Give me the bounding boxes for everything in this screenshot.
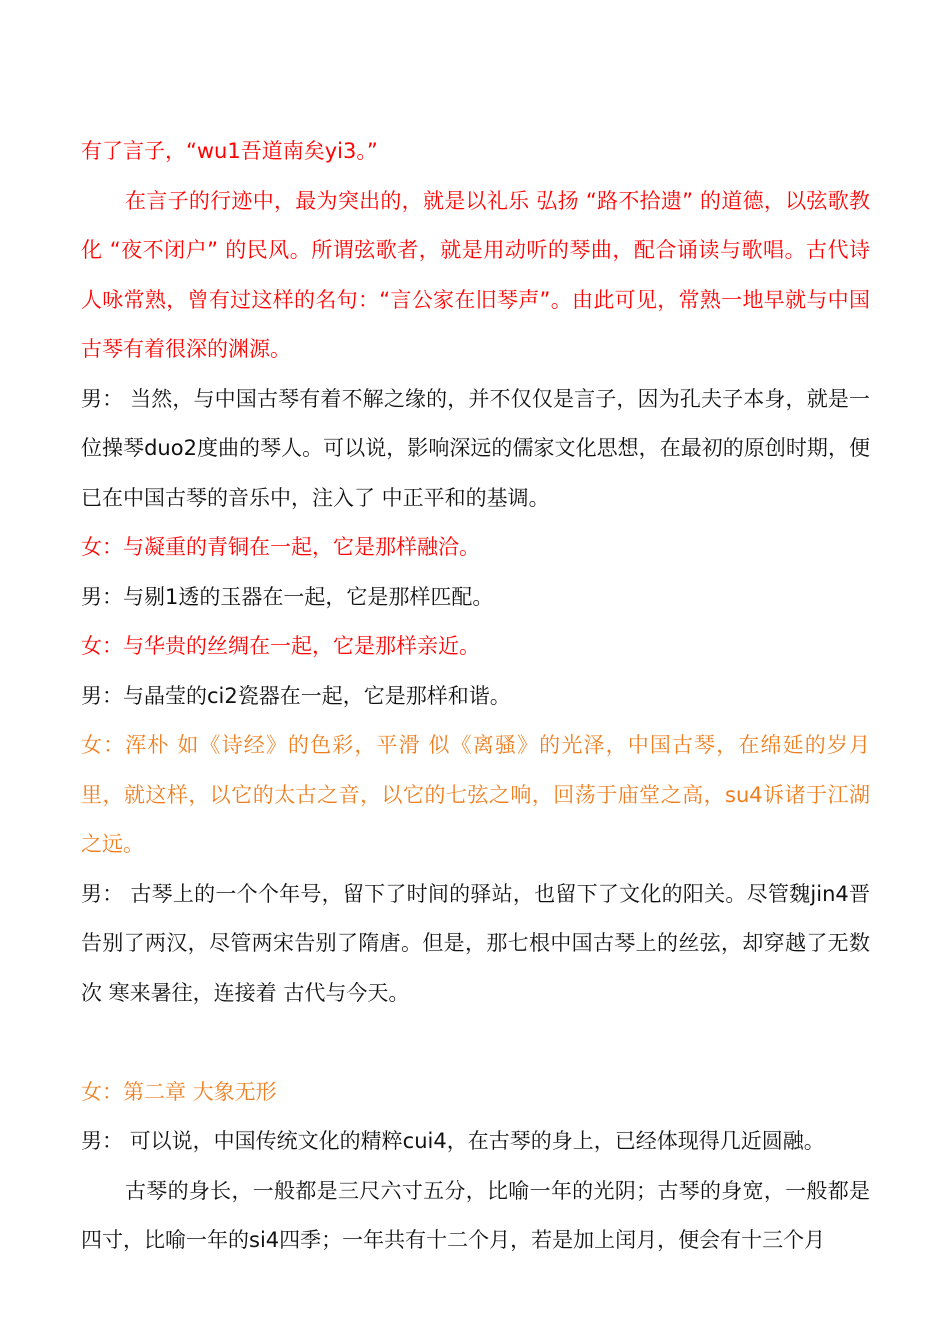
paragraph-male-culture: 男： 可以说，中国传统文化的精粹cui4，在古琴的身上，已经体现得几近圆融。 bbox=[81, 1129, 825, 1153]
paragraph-male-jade: 男：与剔1透的玉器在一起，它是那样匹配。 bbox=[81, 584, 494, 609]
paragraph-male-confucius: 男： 当然，与中国古琴有着不解之缘的，并不仅仅是言子，因为孔夫子本身，就是一位操琴duo2度曲的琴人。可以说，影响深远的儒家文化思想，在最初的原创时期，便已在中国古琴的音乐中，注入了 中正平和的基调。 bbox=[81, 386, 870, 510]
paragraph-guqin-dimensions: 古琴的身长，一般都是三尺六寸五分，比喻一年的光阴；古琴的身宽，一般都是四寸，比喻一年的si4四季；一年共有十二个月，若是加上闰月，便会有十三个月 bbox=[81, 1178, 870, 1252]
paragraph-yanzi-deeds: 在言子的行迹中，最为突出的，就是以礼乐 弘扬 “路不拾遗” 的道德，以弦歌教化 “夜不闭户” 的民风。所谓弦歌者，就是用动听的琴曲，配合诵读与歌唱。古代诗人咏常熟，曾有过这样的名句：“言公家在旧琴声”。由此可见，常熟一地早就与中国古琴有着很深的渊源。 bbox=[81, 188, 870, 361]
paragraph-male-porcelain: 男：与晶莹的ci2瓷器在一起，它是那样和谐。 bbox=[81, 683, 511, 708]
blank-line bbox=[81, 1018, 870, 1068]
paragraph-male-era-names: 男： 古琴上的一个个年号，留下了时间的驿站，也留下了文化的阳关。尽管魏jin4晋告别了两汉，尽管两宋告别了隋唐。但是，那七根中国古琴上的丝弦，却穿越了无数次 寒来暑往，连接着 古代与今天。 bbox=[81, 881, 870, 1005]
paragraph-female-bronze: 女：与凝重的青铜在一起，它是那样融洽。 bbox=[81, 535, 480, 559]
paragraph-yanzi-quote: 有了言子，“wu1吾道南矣yi3。” bbox=[81, 139, 378, 163]
paragraph-female-shijing: 女：浑朴 如《诗经》的色彩，平滑 似《离骚》的光泽，中国古琴，在绵延的岁月里，就这样，以它的太古之音，以它的七弦之响，回荡于庙堂之高，su4诉诸于江湖之远。 bbox=[81, 733, 870, 856]
chapter-heading: 女：第二章 大象无形 bbox=[81, 1079, 277, 1104]
paragraph-female-silk: 女：与华贵的丝绸在一起，它是那样亲近。 bbox=[81, 634, 480, 658]
